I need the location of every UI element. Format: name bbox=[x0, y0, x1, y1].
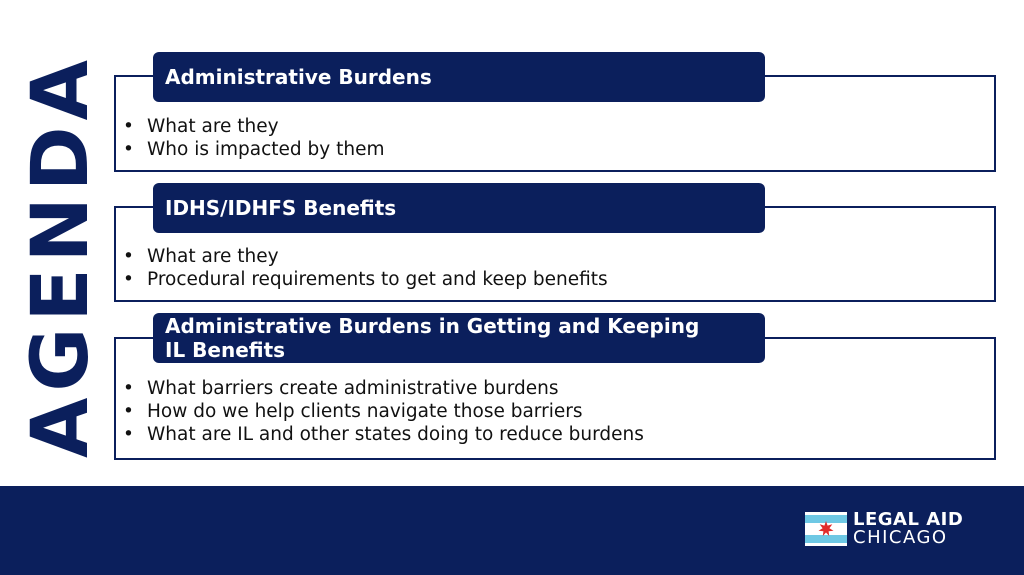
bullet-item: • What barriers create administrative burdens bbox=[122, 377, 644, 400]
agenda-title-text: AGENDA bbox=[16, 53, 106, 458]
legal-aid-chicago-logo bbox=[805, 511, 963, 547]
chicago-flag-star-icon bbox=[805, 512, 847, 546]
bullet-item: • What are they bbox=[122, 245, 608, 268]
section-1-heading-text: Administrative Burdens bbox=[165, 65, 432, 89]
bullet-item: • Who is impacted by them bbox=[122, 138, 385, 161]
section-heading-administrative-burdens bbox=[153, 52, 765, 102]
bullet-item: • How do we help clients navigate those barriers bbox=[122, 400, 644, 423]
logo-wordmark bbox=[853, 511, 963, 547]
section-1-bullet-list bbox=[122, 115, 385, 161]
section-3-bullet-list bbox=[122, 377, 644, 446]
bullet-item: • What are they bbox=[122, 115, 385, 138]
section-heading-burdens-il-benefits bbox=[153, 313, 765, 363]
logo-line-legal-aid: LEGAL AID bbox=[853, 509, 964, 530]
section-2-heading-text: IDHS/IDHFS Benefits bbox=[165, 196, 397, 220]
section-2-bullet-list bbox=[122, 245, 608, 291]
agenda-vertical-title bbox=[16, 53, 106, 458]
section-heading-idhs-benefits bbox=[153, 183, 765, 233]
bullet-item: • What are IL and other states doing to reduce burdens bbox=[122, 423, 644, 446]
section-3-heading-text: Administrative Burdens in Getting and Keeping IL Benefits bbox=[165, 314, 700, 362]
bullet-item: • Procedural requirements to get and keep benefits bbox=[122, 268, 608, 291]
logo-line-chicago: CHICAGO bbox=[853, 527, 948, 548]
